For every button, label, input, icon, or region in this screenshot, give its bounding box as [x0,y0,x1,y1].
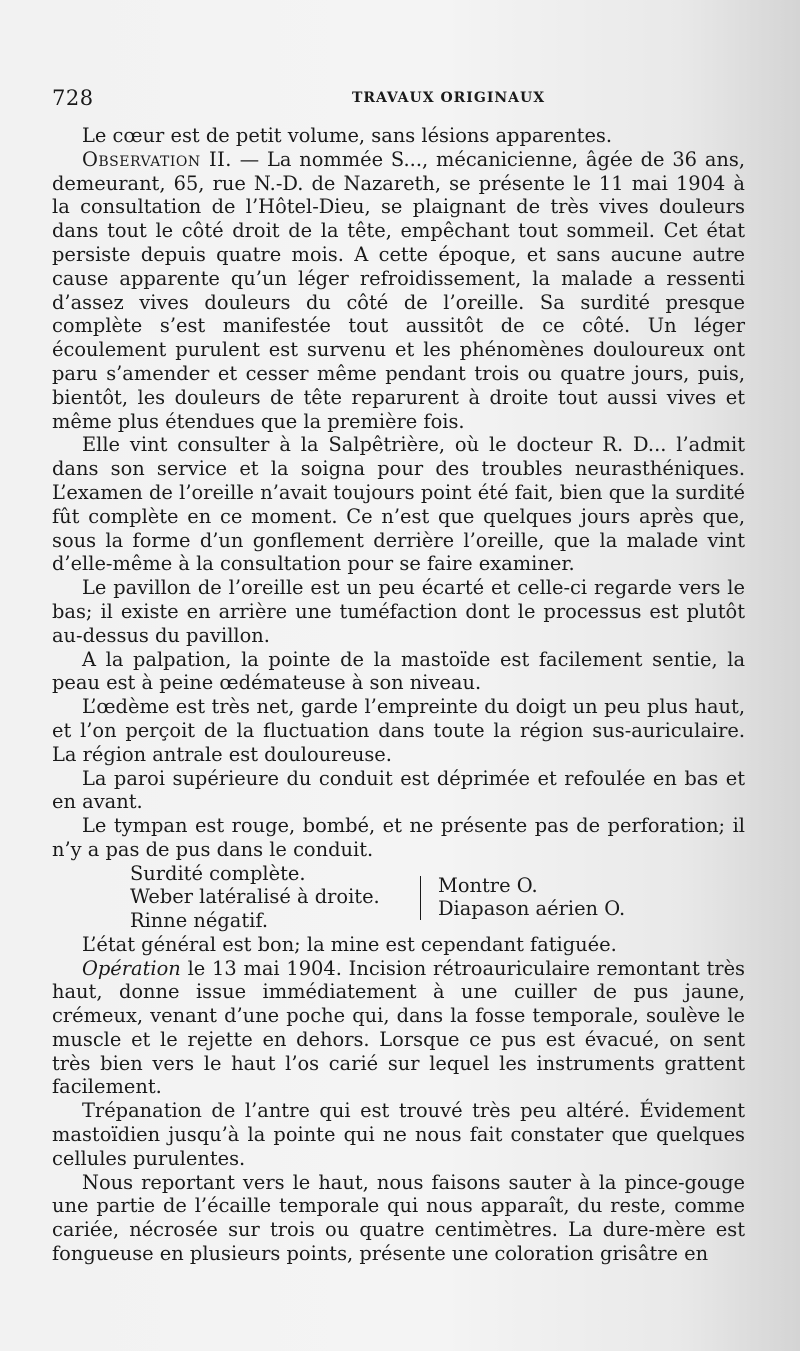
paragraph: L’état général est bon; la mine est cependant fatiguée. [82,932,617,956]
observation-label: Observation II. [82,147,232,171]
page-number: 728 [52,86,94,110]
exam-findings [52,862,745,933]
paragraph: Le cœur est de petit volume, sans lésions apparentes. [82,124,613,147]
finding-item: Diapason aérien O. [438,897,626,921]
page-header [52,86,742,116]
brace-mark [420,876,431,920]
paragraph: La paroi supérieure du conduit est déprimée et refoulée en bas et en avant. [52,766,745,814]
paragraph-operation [52,957,745,1100]
body-text [52,124,745,1266]
paragraph: Le tympan est rouge, bombé, et ne présente pas de perforation; il n’y a pas de pus dans le conduit. [52,814,745,861]
finding-item: Surdité complète. [130,861,306,885]
findings-right-column [438,874,625,921]
paragraph: L’œdème est très net, garde l’empreinte du doigt un peu plus haut, et l’on perçoit de la fluctuation dans toute la région sus-auriculaire. La région antrale est douloureuse. [52,695,745,766]
finding-item: Weber latéralisé à droite. [130,885,380,909]
running-title: TRAVAUX ORIGINAUX [352,90,546,106]
paragraph-text: — La nommée S..., mécanicienne, âgée de 36 ans, demeurant, 65, rue N.-D. de Nazareth, se présente le 11 mai 1904 à la consultation de l’Hôtel-Dieu, se plaignant de très vives douleurs dans tout le côté droit de la tête, empêchant tout sommeil. Cet état persiste depuis quatre mois. A cette époque, et sans aucune autre cause apparente qu’un léger refroidissement, la malade a ressenti d’assez vives douleurs du côté de l’oreille. Sa surdité presque complète s’est manifestée tout aussitôt de ce côté. Un léger écoulement purulent est survenu et les phénomènes douloureux ont paru s’amender et cesser même pendant trois ou quatre jours, puis, bientôt, les douleurs de tête reparurent à droite tout aussi vives et même plus étendues que la première fois. [52,147,745,433]
finding-item: Montre O. [438,873,538,897]
paragraph: Nous reportant vers le haut, nous faisons sauter à la pince-gouge une partie de l’écaille temporale qui nous apparaît, du reste, comme cariée, nécrosée sur trois ou quatre centimètres. La dure-mère est fongueuse en plusieurs points, présente une coloration grisâtre en [52,1170,745,1266]
paragraph-observation [52,148,745,434]
paragraph: Trépanation de l’antre qui est trouvé très peu altéré. Évidement mastoïdien jusqu’à la pointe qui ne nous fait constater que quelques cellules purulentes. [52,1099,745,1170]
paragraph: A la palpation, la pointe de la mastoïde est facilement sentie, la peau est à peine œdémateuse à son niveau. [52,647,745,695]
paragraph: Elle vint consulter à la Salpêtrière, où le docteur R. D... l’admit dans son service et la soigna pour des troubles neurasthéniques. L’examen de l’oreille n’avait toujours point été fait, bien que la surdité fût complète en ce moment. Ce n’est que quelques jours après que, sous la forme d’un gonflement derrière l’oreille, que la malade vint d’elle-même à la consultation pour se faire examiner. [52,433,745,576]
finding-item: Rinne négatif. [130,909,268,933]
operation-label: Opération [82,956,181,980]
findings-left-column [130,862,380,933]
paragraph-text: le 13 mai 1904. Incision rétroauriculaire remontant très haut, donne issue immédiatement à une cuiller de pus jaune, crémeux, venant d’une poche qui, dans la fosse temporale, soulève le muscle et le rejette en dehors. Lorsque ce pus est évacué, on sent très bien vers le haut l’os carié sur lequel les instruments grattent facilement. [52,956,745,1099]
paragraph: Le pavillon de l’oreille est un peu écarté et celle-ci regarde vers le bas; il existe en arrière une tuméfaction dont le processus est plutôt au-dessus du pavillon. [52,576,745,647]
